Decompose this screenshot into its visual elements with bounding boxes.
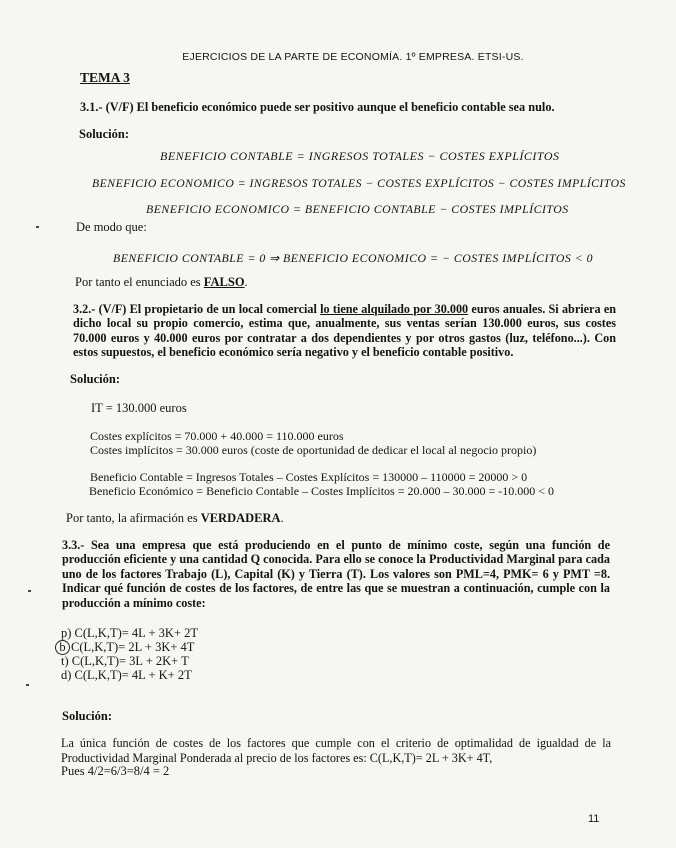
q2-solution-label: Solución: xyxy=(70,372,121,386)
scan-mark xyxy=(26,684,29,686)
q3-option-d xyxy=(61,668,192,683)
q3-option-label-circled: b xyxy=(55,640,70,655)
q2-conclusion-value: VERDADERA xyxy=(200,511,281,525)
q3-solution-label: Solución: xyxy=(62,709,113,723)
q2-explicit-costs: Costes explícitos = 70.000 + 40.000 = 110.000 euros xyxy=(90,429,344,443)
q3-option-text: C(L,K,T)= 3L + 2K+ T xyxy=(71,654,189,668)
q3-option-text: C(L,K,T)= 4L + K+ 2T xyxy=(74,668,192,682)
q2-statement-underlined: lo tiene alquilado por 30.000 xyxy=(320,302,469,316)
q2-conclusion xyxy=(66,511,284,526)
scan-mark xyxy=(36,226,39,228)
q3-option-text: C(L,K,T)= 2L + 3K+ 4T xyxy=(71,640,195,654)
q3-option-label: d) xyxy=(61,668,72,682)
q3-option-label: t) xyxy=(61,654,69,668)
q1-conclusion-text: Por tanto el enunciado es xyxy=(75,275,204,289)
scan-mark xyxy=(28,590,31,592)
q2-statement-a: 3.2.- (V/F) El propietario de un local comercial xyxy=(73,302,321,316)
q1-de-modo: De modo que: xyxy=(76,220,147,234)
q1-conclusion-value: FALSO xyxy=(203,275,245,289)
q1-conclusion xyxy=(75,275,248,290)
page-number: 11 xyxy=(588,813,600,825)
q3-answer: La única función de costes de los factores que cumple con el criterio de optimalidad de igualdad de la Productividad Marginal Ponderada al precio de los factores es: C(L,K,T)= 2L + 3K+ 4T, xyxy=(61,736,611,765)
q2-conclusion-text: Por tanto, la afirmación es xyxy=(66,511,201,525)
q3-option-c xyxy=(61,654,189,669)
q3-answer-ratio: Pues 4/2=6/3=8/4 = 2 xyxy=(61,764,170,778)
q1-equation-3: BENEFICIO ECONOMICO = BENEFICIO CONTABLE − COSTES IMPLÍCITOS xyxy=(146,202,569,216)
page-header: EJERCICIOS DE LA PARTE DE ECONOMÍA. 1º EMPRESA. ETSI-US. xyxy=(182,51,524,63)
q2-implicit-costs: Costes implícitos = 30.000 euros (coste de oportunidad de dedicar el local al negocio propio) xyxy=(90,443,537,457)
q2-statement-b: euros anuales. Si abriera en dicho local su propio comercio, estima que, anualmente, sus ventas serían 130.000 euros, sus costes 70.000 euros y 40.000 euros por contratar a dos dependientes y por otros gastos (luz, teléfono...). Con estos supuestos, el beneficio económico sería negativo y el beneficio contable positivo. xyxy=(73,302,617,360)
q3-option-b xyxy=(58,640,194,655)
q1-equation-2: BENEFICIO ECONOMICO = INGRESOS TOTALES − COSTES EXPLÍCITOS − COSTES IMPLÍCITOS xyxy=(92,177,626,190)
q2-it: IT = 130.000 euros xyxy=(91,401,187,415)
q2-conclusion-end: . xyxy=(280,511,284,525)
q3-statement: 3.3.- Sea una empresa que está produciendo en el punto de mínimo coste, según una función de producción eficiente y una cantidad Q conocida. Para ello se conoce la Productividad Marginal para cada uno de los factores Trabajo (L), Capital (K) y Tierra (T). Los valores son PML=4, PMK= 6 y PMT =8. Indicar qué función de costes de los factores, de entre las que se muestran a continuación, cumple con la producción a mínimo coste: xyxy=(62,538,610,610)
q2-economic-profit: Beneficio Económico = Beneficio Contable – Costes Implícitos = 20.000 – 30.000 = -10.000 < 0 xyxy=(89,484,554,498)
q1-statement: 3.1.- (V/F) El beneficio económico puede ser positivo aunque el beneficio contable sea nulo. xyxy=(80,100,555,114)
q3-option-a xyxy=(61,626,198,641)
q3-option-label: p) xyxy=(61,626,72,640)
q3-option-text: C(L,K,T)= 4L + 3K+ 2T xyxy=(74,626,198,640)
q1-solution-label: Solución: xyxy=(79,127,130,141)
q1-equation-4: BENEFICIO CONTABLE = 0 ⇒ BENEFICIO ECONOMICO = − COSTES IMPLÍCITOS < 0 xyxy=(113,251,593,265)
q1-equation-1: BENEFICIO CONTABLE = INGRESOS TOTALES − COSTES EXPLÍCITOS xyxy=(160,149,560,163)
q2-accounting-profit: Beneficio Contable = Ingresos Totales – Costes Explícitos = 130000 – 110000 = 20000 > 0 xyxy=(90,470,528,484)
q1-conclusion-end: . xyxy=(244,275,248,289)
q2-statement xyxy=(73,302,616,360)
section-title: TEMA 3 xyxy=(80,70,130,85)
